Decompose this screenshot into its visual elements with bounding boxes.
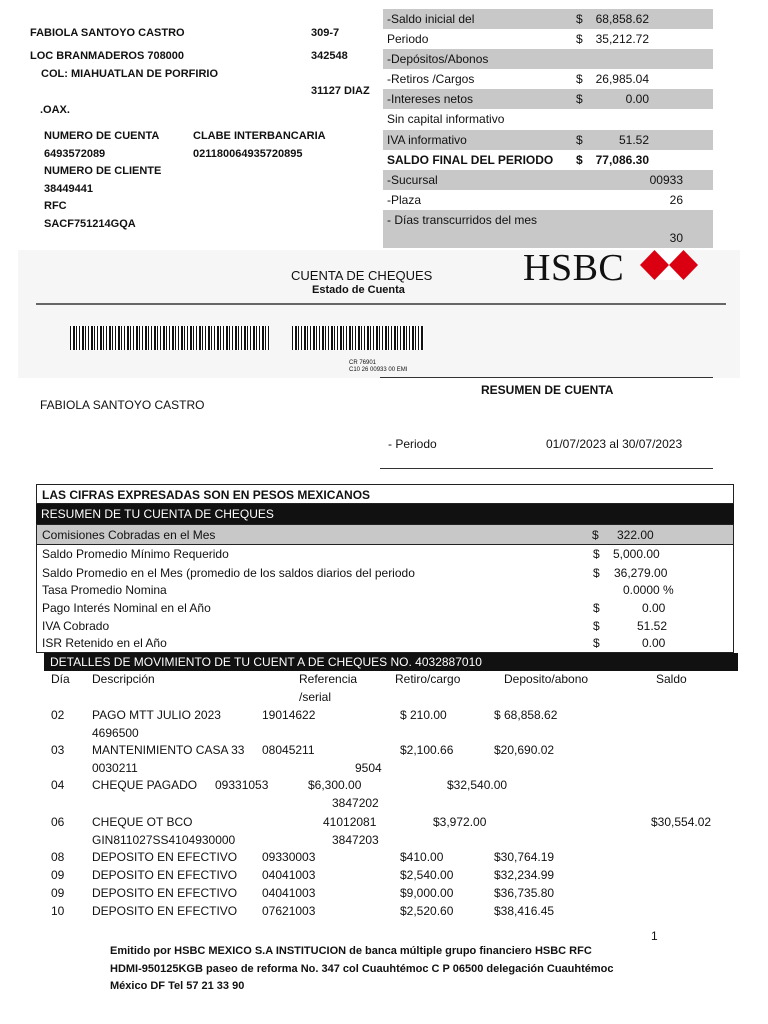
commissions-row bbox=[36, 524, 734, 545]
summary-label: SALDO FINAL DEL PERIODO bbox=[387, 153, 554, 167]
barcode-left bbox=[70, 326, 270, 350]
commissions-currency: $ bbox=[592, 528, 599, 542]
col-header-balance: Saldo bbox=[656, 672, 687, 686]
period-label: - Periodo bbox=[388, 437, 437, 451]
banner-code-line1: CR 76901 bbox=[349, 360, 377, 366]
figure-currency: $ bbox=[593, 566, 600, 580]
summary-label: IVA informativo bbox=[387, 133, 467, 147]
summary-row-plaza bbox=[383, 190, 713, 210]
row-deposit: $30,764.19 bbox=[494, 850, 555, 864]
summary-row-interest bbox=[383, 89, 713, 109]
section-title-bar bbox=[36, 504, 734, 524]
summary-label: -Retiros /Cargos bbox=[387, 72, 475, 86]
summary-value: 51.52 bbox=[618, 133, 649, 147]
resumen-title: RESUMEN DE CUENTA bbox=[481, 383, 614, 397]
row-description-detail: 0030211 bbox=[92, 761, 138, 775]
summary-label: -Intereses netos bbox=[387, 92, 474, 106]
row-balance: $30,554.02 bbox=[651, 815, 712, 829]
row-reference: 04041003 bbox=[262, 868, 316, 882]
rfc-value: SACF751214GQA bbox=[44, 218, 136, 230]
figure-currency: $ bbox=[593, 636, 600, 650]
summary-value: 77,086.30 bbox=[595, 153, 649, 167]
row-description-detail: 4696500 bbox=[92, 726, 139, 740]
resumen-bottom-line bbox=[380, 468, 713, 469]
row-reference-serial: 3847203 bbox=[332, 833, 379, 847]
summary-label: - Días transcurridos del mes bbox=[387, 213, 538, 227]
summary-row-initial bbox=[383, 9, 713, 29]
row-deposit: $36,735.80 bbox=[494, 886, 555, 900]
row-withdrawal: $3,972.00 bbox=[433, 815, 487, 829]
figure-currency: $ bbox=[593, 601, 600, 615]
col-header-deposit: Deposito/abono bbox=[504, 672, 589, 686]
footer-line1: Emitido por HSBC MEXICO S.A INSTITUCION de banca múltiple grupo financiero HSBC RFC bbox=[110, 945, 592, 957]
summary-label: -Depósitos/Abonos bbox=[387, 52, 489, 66]
summary-value: 00933 bbox=[649, 173, 683, 187]
row-day: 03 bbox=[51, 743, 65, 757]
row-day: 09 bbox=[51, 886, 65, 900]
row-day: 08 bbox=[51, 850, 65, 864]
figure-label: ISR Retenido en el Año bbox=[42, 636, 167, 650]
footer-line3: México DF Tel 57 21 33 90 bbox=[110, 980, 245, 992]
row-description-detail: GIN811027SS4104930000 bbox=[92, 833, 236, 847]
row-description: DEPOSITO EN EFECTIVO bbox=[92, 850, 238, 864]
resumen-holder: FABIOLA SANTOYO CASTRO bbox=[40, 398, 205, 412]
summary-row-deposits bbox=[383, 49, 713, 69]
summary-currency: $ bbox=[576, 153, 583, 167]
row-withdrawal: $2,540.00 bbox=[400, 868, 454, 882]
row-day: 04 bbox=[51, 778, 65, 792]
row-reference: 08045211 bbox=[262, 743, 315, 757]
banner-title: CUENTA DE CHEQUES bbox=[291, 268, 433, 283]
client-code3: 31127 DIAZ bbox=[311, 85, 370, 97]
summary-value: 35,212.72 bbox=[595, 32, 649, 46]
figure-label: Saldo Promedio en el Mes (promedio de los saldos diarios del periodo bbox=[42, 566, 415, 580]
summary-currency: $ bbox=[576, 32, 583, 46]
row-description: PAGO MTT JULIO 2023 bbox=[92, 708, 221, 722]
movements-title: DETALLES DE MOVIMIENTO DE TU CUENT A DE CHEQUES NO. 4032887010 bbox=[50, 655, 482, 669]
page-number: 1 bbox=[651, 929, 658, 943]
row-reference: 04041003 bbox=[262, 886, 316, 900]
client-code2: 342548 bbox=[311, 50, 348, 62]
summary-label: -Plaza bbox=[387, 193, 422, 207]
summary-row-final-balance bbox=[383, 150, 713, 170]
summary-row-withdrawals bbox=[383, 69, 713, 89]
figure-value: 36,279.00 bbox=[614, 566, 668, 580]
clabe-label: CLABE INTERBANCARIA bbox=[193, 130, 326, 142]
period-value: 01/07/2023 al 30/07/2023 bbox=[546, 437, 683, 451]
col-header-day: Día bbox=[51, 672, 70, 686]
summary-currency: $ bbox=[576, 133, 583, 147]
summary-row-days bbox=[383, 210, 713, 248]
client-address-line2: COL: MIAHUATLAN DE PORFIRIO bbox=[41, 68, 219, 80]
summary-value: 68,858.62 bbox=[595, 12, 649, 26]
row-description: DEPOSITO EN EFECTIVO bbox=[92, 868, 238, 882]
figure-label: Tasa Promedio Nomina bbox=[42, 583, 167, 597]
row-description: DEPOSITO EN EFECTIVO bbox=[92, 886, 238, 900]
summary-label: -Saldo inicial del bbox=[387, 12, 475, 26]
banner-divider bbox=[36, 303, 726, 305]
row-day: 06 bbox=[51, 815, 65, 829]
summary-currency: $ bbox=[576, 12, 583, 26]
row-reference: 09331053 bbox=[215, 778, 269, 792]
row-withdrawal: $ 210.00 bbox=[400, 708, 447, 722]
row-description: CHEQUE OT BCO bbox=[92, 815, 193, 829]
client-state: .OAX. bbox=[40, 104, 70, 116]
figure-value: 0.00 bbox=[642, 636, 666, 650]
col-header-reference: Referencia bbox=[299, 672, 358, 686]
figure-label: IVA Cobrado bbox=[42, 619, 110, 633]
summary-row-iva bbox=[383, 130, 713, 150]
row-deposit: $38,416.45 bbox=[494, 904, 555, 918]
barcode-right bbox=[292, 326, 424, 350]
row-day: 10 bbox=[51, 904, 65, 918]
account-number: 6493572089 bbox=[44, 148, 106, 160]
currency-notice-box bbox=[36, 484, 734, 504]
row-withdrawal: $6,300.00 bbox=[308, 778, 362, 792]
summary-value: 0.00 bbox=[625, 92, 649, 106]
summary-value: 30 bbox=[669, 231, 683, 245]
row-deposit: $ 68,858.62 bbox=[494, 708, 558, 722]
hsbc-logo-text: HSBC bbox=[523, 247, 625, 289]
row-withdrawal: $2,520.60 bbox=[400, 904, 454, 918]
summary-value: 26,985.04 bbox=[595, 72, 649, 86]
summary-label: -Sucursal bbox=[387, 173, 438, 187]
account-number-label: NUMERO DE CUENTA bbox=[44, 130, 160, 142]
summary-currency: $ bbox=[576, 72, 583, 86]
banner-subtitle: Estado de Cuenta bbox=[312, 284, 405, 296]
row-reference: 07621003 bbox=[262, 904, 316, 918]
hsbc-hexagon-logo-icon bbox=[640, 250, 698, 280]
currency-notice: LAS CIFRAS EXPRESADAS SON EN PESOS MEXICANOS bbox=[42, 488, 371, 502]
row-day: 09 bbox=[51, 868, 65, 882]
row-reference-serial: 9504 bbox=[355, 761, 382, 775]
row-description: MANTENIMIENTO CASA 33 bbox=[92, 743, 245, 757]
summary-label: Periodo bbox=[387, 32, 429, 46]
figure-label: Saldo Promedio Mínimo Requerido bbox=[42, 547, 229, 561]
figure-value: 0.0000 % bbox=[623, 583, 674, 597]
client-number: 38449441 bbox=[44, 183, 93, 195]
row-deposit: $20,690.02 bbox=[494, 743, 555, 757]
row-day: 02 bbox=[51, 708, 65, 722]
figure-currency: $ bbox=[593, 547, 600, 561]
footer-line2: HDMI-950125KGB paseo de reforma No. 347 col Cuauhtémoc C P 06500 delegación Cuauhtémoc bbox=[110, 963, 614, 975]
client-address-line1: LOC BRANMADEROS 708000 bbox=[30, 50, 185, 62]
banner-code-line2: C10 26 00933 00 EMI bbox=[349, 367, 408, 373]
figure-value: 51.52 bbox=[637, 619, 668, 633]
figure-value: 5,000.00 bbox=[613, 547, 660, 561]
row-description: DEPOSITO EN EFECTIVO bbox=[92, 904, 238, 918]
summary-value: 26 bbox=[669, 193, 683, 207]
summary-currency: $ bbox=[576, 92, 583, 106]
summary-row-period bbox=[383, 29, 713, 49]
client-code1: 309-7 bbox=[311, 27, 340, 39]
movements-title-bar bbox=[44, 653, 738, 671]
summary-label: Sin capital informativo bbox=[387, 112, 505, 126]
figure-currency: $ bbox=[593, 619, 600, 633]
client-name: FABIOLA SANTOYO CASTRO bbox=[30, 27, 185, 39]
row-deposit: $32,234.99 bbox=[494, 868, 555, 882]
summary-row-branch bbox=[383, 170, 713, 190]
row-reference: 41012081 bbox=[323, 815, 377, 829]
row-reference: 19014622 bbox=[262, 708, 316, 722]
row-reference: 09330003 bbox=[262, 850, 316, 864]
row-withdrawal: $9,000.00 bbox=[400, 886, 454, 900]
col-header-reference-serial: /serial bbox=[299, 690, 332, 704]
resumen-top-line bbox=[380, 377, 713, 378]
row-reference-serial: 3847202 bbox=[332, 796, 379, 810]
col-header-withdrawal: Retiro/cargo bbox=[395, 672, 461, 686]
clabe-number: 021180064935720895 bbox=[193, 148, 303, 160]
figure-value: 0.00 bbox=[642, 601, 666, 615]
row-withdrawal: $2,100.66 bbox=[400, 743, 454, 757]
commissions-label: Comisiones Cobradas en el Mes bbox=[42, 528, 216, 542]
row-description: CHEQUE PAGADO bbox=[92, 778, 198, 792]
commissions-value: 322.00 bbox=[617, 528, 654, 542]
row-deposit: $32,540.00 bbox=[447, 778, 508, 792]
col-header-description: Descripción bbox=[92, 672, 155, 686]
section-title: RESUMEN DE TU CUENTA DE CHEQUES bbox=[41, 507, 274, 521]
row-withdrawal: $410.00 bbox=[400, 850, 444, 864]
summary-row-capital bbox=[383, 109, 713, 129]
client-number-label: NUMERO DE CLIENTE bbox=[44, 165, 162, 177]
figure-label: Pago Interés Nominal en el Año bbox=[42, 601, 211, 615]
rfc-label: RFC bbox=[44, 200, 67, 212]
